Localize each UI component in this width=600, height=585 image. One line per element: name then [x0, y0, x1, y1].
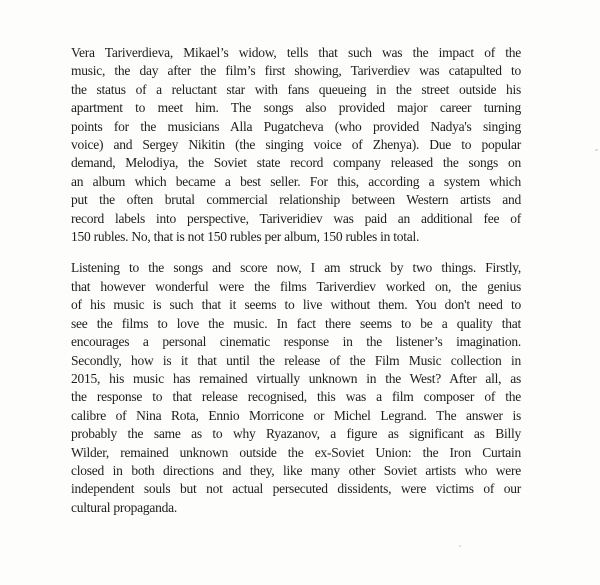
text-line: of his music is such that it seems to live without them. You don't need to: [71, 297, 521, 313]
text-line: that however wonderful were the films Tariverdiev worked on, the genius: [71, 278, 521, 294]
text-line: closed in both directions and they, like many other Soviet artists who were: [71, 462, 521, 478]
paragraph: [71, 259, 521, 517]
body-text: [71, 44, 521, 530]
text-line: apartment to meet him. The songs also provided major career turning: [71, 100, 521, 116]
text-line: points for the musicians Alla Pugatcheva (who provided Nadya's singing: [71, 118, 521, 134]
text-line: the status of a reluctant star with fans queueing in the street outside his: [71, 81, 521, 97]
text-line: 150 rubles. No, that is not 150 rubles per album, 150 rubles in total.: [71, 229, 420, 245]
text-line: calibre of Nina Rota, Ennio Morricone or Michel Legrand. The answer is: [71, 407, 521, 423]
text-line: record labels into perspective, Tariveridiev was paid an additional fee of: [71, 210, 521, 226]
text-line: independent souls but not actual persecuted dissidents, were victims of our: [71, 481, 521, 497]
text-line: cultural propaganda.: [71, 499, 177, 515]
text-line: see the films to love the music. In fact there seems to be a quality that: [71, 315, 521, 331]
scan-speckle: [459, 545, 461, 547]
scan-speckle: [595, 149, 598, 151]
text-line: the response to that release recognised, this was a film composer of the: [71, 389, 521, 405]
text-line: voice) and Sergey Nikitin (the singing voice of Zhenya). Due to popular: [71, 137, 521, 153]
text-line: Vera Tariverdieva, Mikael’s widow, tells that such was the impact of the: [71, 45, 521, 60]
text-line: Listening to the songs and score now, I am struck by two things. Firstly,: [71, 260, 521, 276]
text-line: Secondly, how is it that until the release of the Film Music collection in: [71, 352, 521, 368]
text-line: 2015, his music has remained virtually unknown in the West? After all, as: [71, 370, 521, 386]
text-line: demand, Melodiya, the Soviet state record company released the songs on: [71, 155, 521, 171]
paragraph: [71, 44, 521, 246]
text-line: Wilder, remained unknown outside the ex-Soviet Union: the Iron Curtain: [71, 444, 521, 460]
text-line: probably the same as to why Ryazanov, a figure as significant as Billy: [71, 426, 521, 442]
text-line: put the often brutal commercial relationship between Western artists and: [71, 192, 521, 208]
text-line: an album which became a best seller. For this, according a system which: [71, 173, 521, 189]
text-line: encourages a personal cinematic response in the listener’s imagination.: [71, 334, 521, 350]
text-line: music, the day after the film’s first showing, Tariverdiev was catapulted to: [71, 63, 521, 79]
